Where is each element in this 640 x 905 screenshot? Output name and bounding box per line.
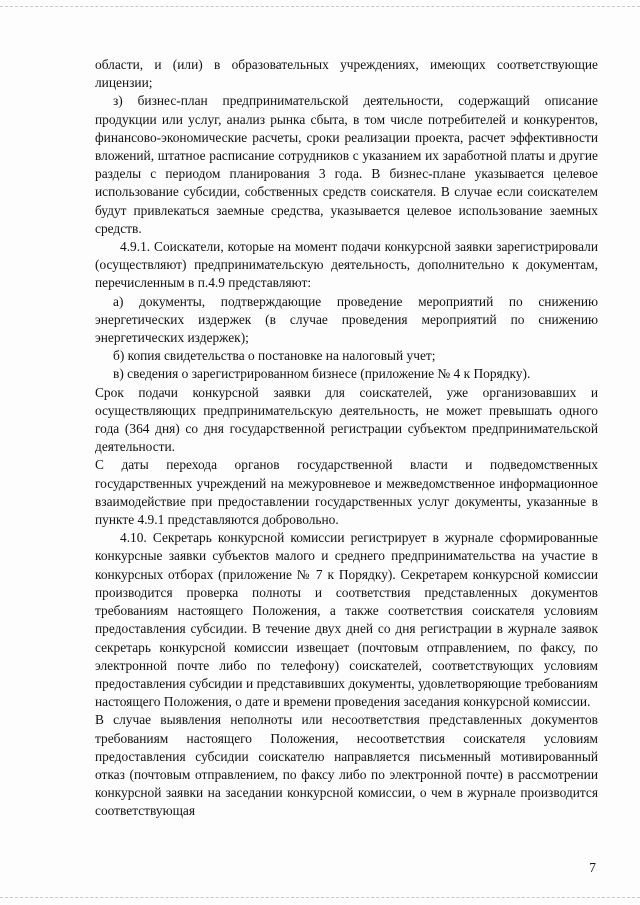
paragraph-continuation: области, и (или) в образовательных учреждениях, имеющих соответствующие лицензии; [95,57,598,91]
paragraph-refusal: В случае выявления неполноты или несоответствия представленных документов требованиям настоящего Положения, несоответствия соискателя условиям предоставления субсидии соискателю направляется письменный мотивированный отказ (почтовым отправлением, по факсу либо по электронной почте) в рассмотрении конкурсной заявки на заседании конкурсной комиссии, о чем в журнале производится соответствующая [95,712,598,819]
scan-edge-bottom [0,897,640,899]
paragraph-item-z: з) бизнес-план предпринимательской деятельности, содержащий описание продукции или услуг, анализ рынка сбыта, в том числе потребителей и конкурентов, финансово-экономические расчеты, сроки реализации проекта, расчет эффективности вложений, штатное расписание сотрудников с указанием их заработной платы и другие разделы с периодом планирования 3 года. В бизнес-плане указывается целевое использование субсидии, собственных средств соискателя. В случае если соискателем будут привлекаться заемные средства, указывается целевое использование заемных средств. [95,93,598,236]
page-number: 7 [589,860,596,875]
paragraph-4-10: 4.10. Секретарь конкурсной комиссии регистрирует в журнале сформированные конкурсные заявки субъектов малого и среднего предпринимательства на участие в конкурсных отборах (приложение № 7 к Порядку). Секретарем конкурсной комиссии производится проверка полноты и соответствия представленных документов требованиям настоящего Положения, а также соответствия соискателя условиям предоставления субсидии. В течение двух дней со дня регистрации в журнале заявок секретарь конкурсной комиссии извещает (почтовым отправлением, по факсу, по электронной почте либо по телефону) соискателей, соответствующих условиям предоставления субсидии и представивших документы, удовлетворяющие требованиям настоящего Положения, о дате и времени проведения заседания конкурсной комиссии. [95,530,598,710]
paragraph-item-v: в) сведения о зарегистрированном бизнесе (приложение № 4 к Порядку). [113,366,531,382]
paragraph-interaction: С даты перехода органов государственной власти и подведомственных государственных учреждений на межуровневое и межведомственное информационное взаимодействие при предоставлении государственных услуг документы, указанные в пункте 4.9.1 представляются добровольно. [95,457,598,528]
paragraph-item-a: а) документы, подтверждающие проведение мероприятий по снижению энергетических издержек (в случае проведения мероприятий по снижению энергетических издержек); [95,293,598,346]
document-body [95,56,598,821]
paragraph-4-9-1: 4.9.1. Соискатели, которые на момент подачи конкурсной заявки зарегистрировали (осуществляют) предпринимательскую деятельность, дополнительно к документам, перечисленным в п.4.9 представляют: [95,239,598,291]
scan-edge-top [0,6,640,8]
paragraph-deadline: Срок подачи конкурсной заявки для соискателей, уже организовавших и осуществляющих предпринимательскую деятельность, не может превышать одного года (364 дня) со дня государственной регистрации субъектом предпринимательской деятельности. [95,384,598,455]
paragraph-item-b: б) копия свидетельства о постановке на налоговый учет; [113,348,436,364]
